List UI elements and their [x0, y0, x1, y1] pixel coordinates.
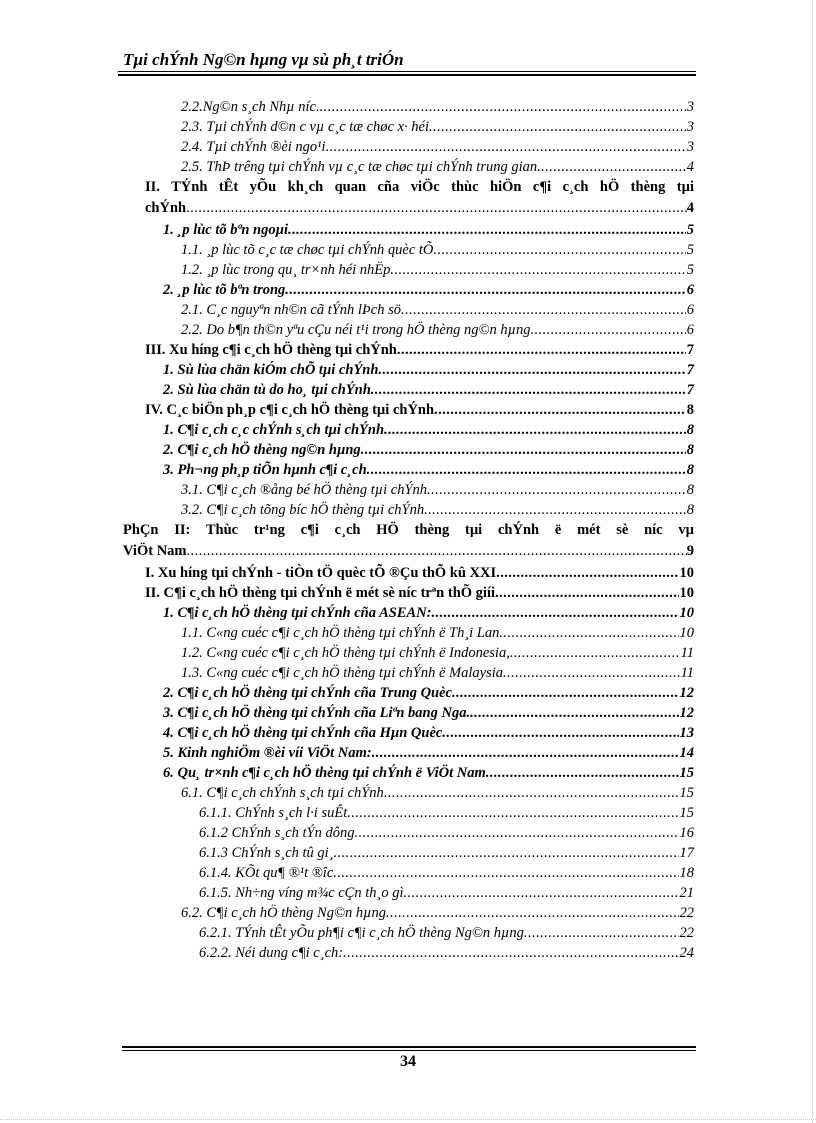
- toc-page-number: 5: [686, 262, 694, 278]
- toc-entry: [163, 683, 694, 703]
- toc-row: [0, 603, 816, 623]
- toc-row: [0, 583, 816, 603]
- dot-leader: [343, 943, 678, 963]
- toc-row: [0, 480, 816, 500]
- toc-entry-title: 2.2.Ng©n s¸ch Nhµ níc.: [181, 99, 320, 115]
- dot-leader: [404, 883, 679, 903]
- toc-row: [0, 643, 816, 663]
- toc-entry: [163, 420, 694, 440]
- toc-page-number: 8: [686, 502, 694, 518]
- toc-entry: [181, 663, 694, 683]
- toc-entry-title: 2.5. ThÞ trêng tµi chÝnh vµ c¸c tæ chøc tµi chÝnh trung gian: [181, 159, 538, 175]
- toc-row: [0, 177, 816, 220]
- page-number: 34: [400, 1053, 416, 1070]
- header-rule-thick: [118, 74, 696, 76]
- toc-row: [0, 883, 816, 903]
- toc-page-number: 16: [679, 825, 694, 841]
- dot-leader: [288, 220, 686, 240]
- toc-entry-title-line2: chÝnh: [145, 200, 187, 216]
- dot-leader: [367, 460, 686, 480]
- dot-leader: [334, 843, 679, 863]
- dot-leader: [537, 157, 686, 177]
- toc-entry-title: 2.1. C¸c nguyªn nh©n cã tÝnh lÞch sö: [181, 302, 402, 318]
- dot-leader: [372, 743, 679, 763]
- toc-row: [0, 623, 816, 643]
- toc-entry: [145, 340, 694, 360]
- toc-entry-title: 2.4. Tµi chÝnh ®èi ngo¹i: [181, 139, 326, 155]
- toc-row: [0, 360, 816, 380]
- toc-entry: [199, 823, 694, 843]
- toc-entry-title: 6. Qu¸ tr×nh c¶i c¸ch hÖ thèng tµi chÝnh ë ViÖt Nam: [163, 765, 486, 781]
- page-edge-bottom: [0, 1119, 816, 1120]
- dot-leader: [427, 480, 686, 500]
- dot-leader: [386, 903, 679, 923]
- toc-entry-title: 2.3. Tµi chÝnh d©n c vµ c¸c tæ chøc x· héi: [181, 119, 429, 135]
- toc-entry-title: 6.1.2 ChÝnh s¸ch tÝn dông: [199, 825, 355, 841]
- toc-entry-title: 1.3. C«ng cuéc c¶i c¸ch hÖ thèng tµi chÝnh ë Malaysia: [181, 665, 503, 681]
- toc-row: [0, 823, 816, 843]
- toc-row: [0, 903, 816, 923]
- footer-rule: [122, 1050, 696, 1051]
- dot-leader: [429, 117, 686, 137]
- toc-entry-title: 2. C¶i c¸ch hÖ thèng tµi chÝnh cña Trung Quèc: [163, 685, 452, 701]
- toc-entry-title: 3.2. C¶i c¸ch tõng bíc hÖ thèng tµi chÝnh: [181, 502, 425, 518]
- toc-entry-title-line1: PhÇn II: Thùc tr¹ng c¶i c¸ch HÖ thèng tµi chÝnh ë mét sè níc vµ: [123, 522, 694, 538]
- toc-entry-title: 1.2. C«ng cuéc c¶i c¸ch hÖ thèng tµi chÝnh ë Indonesia,: [181, 645, 510, 661]
- dot-leader: [401, 300, 686, 320]
- dot-leader: [524, 923, 679, 943]
- toc-entry: [163, 460, 694, 480]
- toc-row: [0, 743, 816, 763]
- toc-entry: [163, 743, 694, 763]
- toc-entry: [199, 883, 694, 903]
- toc-entry-title: 6.1.5. Nh÷ng víng m¾c cÇn th¸o gì: [199, 885, 404, 901]
- toc-row: [0, 703, 816, 723]
- toc-row: [0, 923, 816, 943]
- toc-page-number: 10: [679, 605, 694, 621]
- toc-entry-title: 4. C¶i c¸ch hÖ thèng tµi chÝnh cña Hµn Quèc: [163, 725, 443, 741]
- dot-leader: [424, 500, 686, 520]
- toc-entry: [199, 803, 694, 823]
- toc-page-number: 10: [679, 565, 694, 581]
- dot-leader: [186, 198, 687, 219]
- toc-entry: [163, 280, 694, 300]
- toc-page-number: 11: [680, 665, 694, 681]
- toc-entry-line2: [123, 541, 694, 562]
- dot-leader: [434, 400, 686, 420]
- dot-leader: [333, 863, 678, 883]
- toc-page-number: 5: [686, 242, 694, 258]
- toc-entry: [181, 623, 694, 643]
- toc-row: [0, 943, 816, 963]
- toc-page-number: 3: [686, 119, 694, 135]
- toc-entry: [163, 220, 694, 240]
- toc-entry-title: 6.2.1. TÝnh tÊt yÕu ph¶i c¶i c¸ch hÖ thèng Ng©n hµng: [199, 925, 524, 941]
- dot-leader: [390, 260, 685, 280]
- toc-entry: [181, 260, 694, 280]
- toc-entry: [181, 480, 694, 500]
- toc-entry: [181, 300, 694, 320]
- toc-entry-title: 3. Ph¬ng ph¸p tiÕn hµnh c¶i c¸ch: [163, 462, 367, 478]
- toc-entry: [163, 603, 694, 623]
- dot-leader: [397, 340, 686, 360]
- toc-entry-title: 6.2. C¶i c¸ch hÖ thèng Ng©n hµng: [181, 905, 386, 921]
- toc-entry: [181, 97, 694, 117]
- toc-entry-title: 6.1.4. KÕt qu¶ ®¹t ®îc: [199, 865, 334, 881]
- toc-page-number: 6: [686, 322, 694, 338]
- toc-page-number: 5: [686, 222, 694, 238]
- toc-entry-title: 6.1.3 ChÝnh s¸ch tû gi¸: [199, 845, 334, 861]
- toc-entry-title: 6.1.1. ChÝnh s¸ch l·i suÊt: [199, 805, 348, 821]
- dot-leader: [452, 683, 679, 703]
- toc-page-number: 11: [680, 645, 694, 661]
- dot-leader: [361, 440, 686, 460]
- toc-entry-line2: [145, 198, 694, 219]
- dot-leader: [530, 320, 685, 340]
- dot-leader: [499, 623, 678, 643]
- toc-entry: [145, 583, 694, 603]
- toc-entry-title: 1.1. ¸p lùc tõ c¸c tæ chøc tµi chÝnh quèc tÕ: [181, 242, 434, 258]
- toc-page-number: 14: [679, 745, 694, 761]
- dot-leader: [486, 763, 679, 783]
- toc-page-number: 18: [679, 865, 694, 881]
- toc-entry-title: 1. C¶i c¸ch c¸c chÝnh s¸ch tµi chÝnh: [163, 422, 385, 438]
- toc-entry-title: 3.1. C¶i c¸ch ®ång bé hÖ thèng tµi chÝnh: [181, 482, 428, 498]
- toc-entry-title: 1. ¸p lùc tõ bªn ngoµi: [163, 222, 289, 238]
- toc-entry: [163, 723, 694, 743]
- toc-entry-title: IV. C¸c biÖn ph¸p c¶i c¸ch hÖ thèng tµi chÝnh: [145, 402, 435, 418]
- toc-entry-title: 6.2.2. Néi dung c¶i c¸ch:: [199, 945, 344, 961]
- toc-entry-title: I. Xu híng tµi chÝnh - tiÒn tÖ quèc tÕ ®Çu thÕ kû XXI: [145, 565, 497, 581]
- toc-entry-title-line1: II. TÝnh tÊt yÕu kh¸ch quan cña viÖc thùc hiÖn c¶i c¸ch hÖ thèng tµi: [145, 179, 694, 195]
- toc-page-number: 8: [686, 482, 694, 498]
- dot-leader: [431, 603, 678, 623]
- toc-page-number: 9: [686, 543, 694, 559]
- toc-page-number: 15: [679, 785, 694, 801]
- dot-leader: [285, 280, 685, 300]
- toc-row: [0, 420, 816, 440]
- toc-row: [0, 520, 816, 563]
- toc-page-number: 6: [686, 282, 694, 298]
- toc-row: [0, 260, 816, 280]
- toc-row: [0, 803, 816, 823]
- toc-entry: [145, 400, 694, 420]
- toc-page-number: 17: [679, 845, 694, 861]
- toc-page-number: 4: [686, 159, 694, 175]
- dot-leader: [495, 583, 679, 603]
- dot-leader: [187, 541, 687, 562]
- toc-entry: [199, 923, 694, 943]
- toc-row: [0, 683, 816, 703]
- dot-leader: [433, 240, 685, 260]
- toc-page-number: 15: [679, 805, 694, 821]
- toc-row: [0, 440, 816, 460]
- toc-page-number: 8: [686, 402, 694, 418]
- toc-row: [0, 220, 816, 240]
- toc-row: [0, 563, 816, 583]
- toc-entry: [181, 783, 694, 803]
- toc-entry: [181, 643, 694, 663]
- toc-entry: [163, 703, 694, 723]
- toc-row: [0, 763, 816, 783]
- dot-leader: [347, 803, 678, 823]
- toc-row: [0, 300, 816, 320]
- toc-entry: [181, 240, 694, 260]
- dot-leader: [510, 643, 680, 663]
- running-header: Tµi chÝnh Ng©n hµng vµ sù ph¸t triÓn: [123, 50, 404, 69]
- toc-page-number: 10: [679, 585, 694, 601]
- toc-page-number: 7: [686, 382, 694, 398]
- toc-entry: [181, 157, 694, 177]
- dot-leader: [496, 563, 678, 583]
- toc-row: [0, 117, 816, 137]
- toc-entry: [163, 440, 694, 460]
- dot-leader: [503, 663, 680, 683]
- toc-row: [0, 280, 816, 300]
- toc-entry-title: 2.2. Do b¶n th©n yªu cÇu néi t¹i trong hÖ thèng ng©n hµng: [181, 322, 531, 338]
- dot-leader: [320, 97, 686, 117]
- toc-row: [0, 340, 816, 360]
- toc-row: [0, 97, 816, 117]
- footer-rule-thick: [122, 1046, 696, 1048]
- toc-entry: [199, 863, 694, 883]
- toc-entry-title: 1.2. ¸p lùc trong qu¸ tr×nh héi nhËp: [181, 262, 391, 278]
- toc-page-number: 8: [686, 462, 694, 478]
- toc-page-number: 10: [679, 625, 694, 641]
- toc-row: [0, 863, 816, 883]
- toc-entry-title: 6.1. C¶i c¸ch chÝnh s¸ch tµi chÝnh: [181, 785, 384, 801]
- toc-entry-title: 2. Sù lùa chän tù do ho¸ tµi chÝnh: [163, 382, 371, 398]
- toc-entry: [145, 177, 694, 219]
- dot-leader: [442, 723, 678, 743]
- toc-page-number: 22: [679, 905, 694, 921]
- toc-entry: [181, 500, 694, 520]
- toc-entry-title: III. Xu híng c¶i c¸ch hÖ thèng tµi chÝnh: [145, 342, 397, 358]
- toc-row: [0, 723, 816, 743]
- toc-entry-title: 2. C¶i c¸ch hÖ thèng ng©n hµng: [163, 442, 361, 458]
- toc-entry-title: II. C¶i c¸ch hÖ thèng tµi chÝnh ë mét sè níc trªn thÕ giíi: [145, 585, 495, 601]
- toc-row: [0, 663, 816, 683]
- dot-leader: [470, 703, 678, 723]
- toc-entry: [163, 380, 694, 400]
- page-edge-right: [812, 0, 813, 1123]
- toc-entry-title-line2: ViÖt Nam: [123, 543, 187, 559]
- toc-entry-title: 1. C¶i c¸ch hÖ thèng tµi chÝnh cña ASEAN:: [163, 605, 432, 621]
- toc-entry: [163, 763, 694, 783]
- toc-entry-title: 5. Kinh nghiÖm ®èi víi ViÖt Nam:: [163, 745, 372, 761]
- toc-page-number: 6: [686, 302, 694, 318]
- toc-row: [0, 400, 816, 420]
- toc-entry: [145, 563, 694, 583]
- toc-row: [0, 500, 816, 520]
- toc-page-number: 12: [679, 705, 694, 721]
- dot-leader: [378, 360, 685, 380]
- dot-leader: [384, 783, 679, 803]
- toc-row: [0, 320, 816, 340]
- toc-page-number: 3: [686, 139, 694, 155]
- toc-row: [0, 783, 816, 803]
- toc-page-number: 7: [686, 362, 694, 378]
- toc-row: [0, 157, 816, 177]
- dot-leader: [326, 137, 686, 157]
- header-rule: [118, 71, 696, 72]
- toc-page-number: 7: [686, 342, 694, 358]
- toc-page-number: 21: [679, 885, 694, 901]
- toc-page-number: 4: [686, 200, 694, 216]
- toc-entry: [199, 843, 694, 863]
- toc-page-number: 13: [679, 725, 694, 741]
- toc-entry: [181, 137, 694, 157]
- toc-page-number: 8: [686, 442, 694, 458]
- toc-page-number: 24: [679, 945, 694, 961]
- toc-entry-title: 1.1. C«ng cuéc c¶i c¸ch hÖ thèng tµi chÝnh ë Th¸i Lan: [181, 625, 500, 641]
- toc-page-number: 3: [686, 99, 694, 115]
- toc-entry-title: 3. C¶i c¸ch hÖ thèng tµi chÝnh cña Liªn bang Nga.: [163, 705, 471, 721]
- toc-entry: [163, 360, 694, 380]
- toc-entry: [181, 117, 694, 137]
- dot-leader: [371, 380, 686, 400]
- toc-page-number: 12: [679, 685, 694, 701]
- toc-entry-title: 2. ¸p lùc tõ bªn trong: [163, 282, 286, 298]
- toc-row: [0, 380, 816, 400]
- toc-row: [0, 460, 816, 480]
- toc-page-number: 8: [686, 422, 694, 438]
- toc-row: [0, 843, 816, 863]
- toc-entry: [181, 320, 694, 340]
- dot-leader: [355, 823, 679, 843]
- toc-page-number: 15: [679, 765, 694, 781]
- toc-row: [0, 240, 816, 260]
- toc-row: [0, 137, 816, 157]
- toc-entry: [199, 943, 694, 963]
- toc-entry: [181, 903, 694, 923]
- toc-entry-title: 1. Sù lùa chän kiÓm chÕ tµi chÝnh: [163, 362, 379, 378]
- dot-leader: [384, 420, 686, 440]
- toc-entry: [123, 520, 694, 562]
- table-of-contents: [0, 97, 816, 963]
- toc-page-number: 22: [679, 925, 694, 941]
